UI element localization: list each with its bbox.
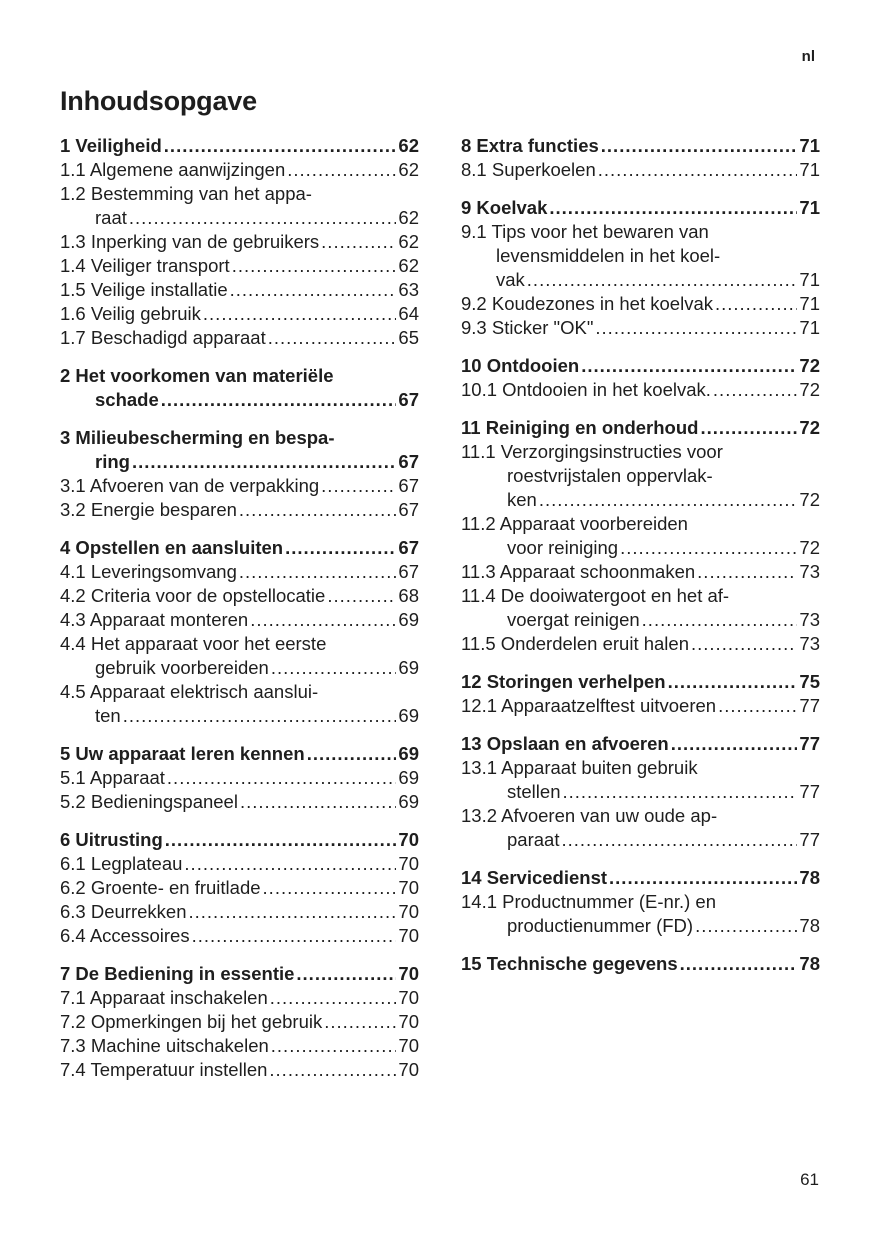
dot-leader bbox=[123, 704, 397, 728]
toc-entry-page: 77 bbox=[799, 733, 820, 754]
toc-entry-page: 67 bbox=[398, 451, 419, 472]
toc-section-entry[interactable] bbox=[461, 828, 820, 852]
toc-entry-page: 77 bbox=[799, 781, 820, 802]
toc-section-entry[interactable] bbox=[60, 986, 419, 1010]
toc-entry-page: 70 bbox=[398, 963, 419, 984]
toc-entry-page: 70 bbox=[398, 925, 419, 946]
toc-entry-title: 5 Uw apparaat leren kennen bbox=[60, 743, 305, 764]
toc-chapter-entry[interactable] bbox=[461, 196, 820, 220]
dot-leader bbox=[668, 670, 798, 694]
toc-entry-page: 64 bbox=[398, 303, 419, 324]
dot-leader bbox=[620, 536, 797, 560]
toc-entry-page: 69 bbox=[398, 791, 419, 812]
toc-entry-title: 1 Veiligheid bbox=[60, 135, 162, 156]
toc-entry-title: 11.2 Apparaat voorbereiden bbox=[461, 513, 688, 534]
toc-entry-title: 4.5 Apparaat elektrisch aanslui- bbox=[60, 681, 319, 702]
dot-leader bbox=[595, 316, 797, 340]
toc-entry-page: 70 bbox=[398, 1035, 419, 1056]
toc-entry-page: 62 bbox=[398, 255, 419, 276]
dot-leader bbox=[268, 326, 397, 350]
toc-section-entry[interactable] bbox=[461, 756, 820, 780]
toc-entry-title: roestvrijstalen oppervlak- bbox=[507, 465, 713, 486]
toc-chapter-entry[interactable] bbox=[461, 416, 820, 440]
toc-entry-page: 71 bbox=[799, 317, 820, 338]
toc-entry-page: 65 bbox=[398, 327, 419, 348]
toc-entry-page: 73 bbox=[799, 633, 820, 654]
toc-section-entry[interactable] bbox=[461, 464, 820, 488]
toc-entry-page: 63 bbox=[398, 279, 419, 300]
toc-section-entry[interactable] bbox=[461, 584, 820, 608]
toc-entry-page: 70 bbox=[398, 901, 419, 922]
toc-entry-title: 13.2 Afvoeren van uw oude ap- bbox=[461, 805, 718, 826]
toc-entry-page: 67 bbox=[398, 389, 419, 410]
toc-section-entry[interactable] bbox=[60, 900, 419, 924]
toc-section-entry[interactable] bbox=[461, 560, 820, 584]
toc-entry-title: 4.4 Het apparaat voor het eerste bbox=[60, 633, 327, 654]
toc-entry-title: 12.1 Apparaatzelftest uitvoeren bbox=[461, 695, 717, 716]
toc-entry-title: 4.3 Apparaat monteren bbox=[60, 609, 249, 630]
toc-section-entry[interactable] bbox=[60, 704, 419, 728]
toc-chapter-entry[interactable] bbox=[461, 134, 820, 158]
toc-entry-title: 14.1 Productnummer (E-nr.) en bbox=[461, 891, 716, 912]
toc-entry-title: 9.1 Tips voor het bewaren van bbox=[461, 221, 709, 242]
toc-entry-title: stellen bbox=[507, 781, 561, 802]
dot-leader bbox=[230, 278, 397, 302]
toc-entry-page: 69 bbox=[398, 743, 419, 764]
toc-entry-title: 8 Extra functies bbox=[461, 135, 599, 156]
dot-leader bbox=[321, 230, 396, 254]
toc-section-entry[interactable] bbox=[60, 608, 419, 632]
toc-entry-page: 71 bbox=[799, 269, 820, 290]
toc-entry-page: 78 bbox=[799, 953, 820, 974]
toc-entry-title: 3.1 Afvoeren van de verpakking bbox=[60, 475, 320, 496]
toc-entry-page: 67 bbox=[398, 499, 419, 520]
toc-section-entry[interactable] bbox=[461, 780, 820, 804]
toc-entry-page: 69 bbox=[398, 609, 419, 630]
toc-entry-page: 62 bbox=[398, 207, 419, 228]
toc-entry-title: 11.5 Onderdelen eruit halen bbox=[461, 633, 689, 654]
toc-entry-title: 6.1 Legplateau bbox=[60, 853, 183, 874]
toc-entry-page: 72 bbox=[799, 417, 820, 438]
dot-leader bbox=[321, 474, 396, 498]
toc-section-entry[interactable] bbox=[461, 378, 820, 402]
toc-section-entry[interactable] bbox=[461, 220, 820, 244]
toc-entry-page: 77 bbox=[799, 695, 820, 716]
toc-chapter-entry[interactable] bbox=[60, 828, 419, 852]
toc-section-entry[interactable] bbox=[60, 790, 419, 814]
dot-leader bbox=[715, 292, 797, 316]
toc-entry-title: 12 Storingen verhelpen bbox=[461, 671, 666, 692]
dot-leader bbox=[161, 388, 397, 412]
toc-entry-title: ten bbox=[95, 705, 121, 726]
toc-section-entry[interactable] bbox=[60, 474, 419, 498]
toc-section-entry[interactable] bbox=[461, 244, 820, 268]
dot-leader bbox=[562, 780, 797, 804]
toc-chapter-entry[interactable] bbox=[60, 134, 419, 158]
dot-leader bbox=[609, 866, 797, 890]
dot-leader bbox=[188, 900, 396, 924]
toc-entry-page: 71 bbox=[799, 159, 820, 180]
toc-chapter-entry[interactable] bbox=[461, 952, 820, 976]
dot-leader bbox=[718, 694, 797, 718]
dot-leader bbox=[232, 254, 397, 278]
dot-leader bbox=[671, 732, 798, 756]
toc-section-entry[interactable] bbox=[60, 1034, 419, 1058]
toc-entry-title: 7.2 Opmerkingen bij het gebruik bbox=[60, 1011, 323, 1032]
toc-entry-page: 67 bbox=[398, 537, 419, 558]
toc-section-entry[interactable] bbox=[60, 326, 419, 350]
toc-entry-page: 69 bbox=[398, 705, 419, 726]
toc-entry-title: 9.3 Sticker "OK" bbox=[461, 317, 594, 338]
dot-leader bbox=[271, 656, 397, 680]
toc-section-entry[interactable] bbox=[60, 498, 419, 522]
toc-section-entry[interactable] bbox=[60, 656, 419, 680]
toc-entry-page: 70 bbox=[398, 877, 419, 898]
dot-leader bbox=[713, 378, 798, 402]
toc-entry-title: 10.1 Ontdooien in het koelvak. bbox=[461, 379, 711, 400]
toc-entry-title: voor reiniging bbox=[507, 537, 619, 558]
toc-entry-title: 10 Ontdooien bbox=[461, 355, 580, 376]
toc-entry-page: 69 bbox=[398, 657, 419, 678]
toc-entry-page: 69 bbox=[398, 767, 419, 788]
toc-section-entry[interactable] bbox=[60, 852, 419, 876]
toc-section-entry[interactable] bbox=[461, 512, 820, 536]
dot-leader bbox=[167, 766, 397, 790]
toc-section-entry[interactable] bbox=[60, 182, 419, 206]
toc-entry-page: 70 bbox=[398, 1011, 419, 1032]
toc-section-entry[interactable] bbox=[60, 1010, 419, 1034]
toc-entry-title: raat bbox=[95, 207, 127, 228]
dot-leader bbox=[285, 536, 396, 560]
toc-entry-page: 75 bbox=[799, 671, 820, 692]
toc-chapter-entry[interactable] bbox=[60, 742, 419, 766]
toc-chapter-entry[interactable] bbox=[60, 426, 419, 450]
toc-entry-title: 1.1 Algemene aanwijzingen bbox=[60, 159, 286, 180]
toc-section-entry[interactable] bbox=[60, 254, 419, 278]
toc-entry-page: 73 bbox=[799, 561, 820, 582]
toc-entry-title: 11.1 Verzorgingsinstructies voor bbox=[461, 441, 723, 462]
toc-entry-title: 1.5 Veilige installatie bbox=[60, 279, 228, 300]
dot-leader bbox=[581, 354, 797, 378]
toc-entry-title: 6.2 Groente- en fruitlade bbox=[60, 877, 261, 898]
dot-leader bbox=[695, 914, 797, 938]
toc-entry-title: 5.2 Bedieningspaneel bbox=[60, 791, 238, 812]
toc-chapter-entry[interactable] bbox=[60, 536, 419, 560]
toc-entry-title: 13 Opslaan en afvoeren bbox=[461, 733, 669, 754]
toc-chapter-entry[interactable] bbox=[60, 962, 419, 986]
dot-leader bbox=[240, 790, 396, 814]
toc-section-entry[interactable] bbox=[60, 560, 419, 584]
toc-entry-page: 71 bbox=[799, 135, 820, 156]
toc-section-entry[interactable] bbox=[461, 158, 820, 182]
dot-leader bbox=[132, 450, 396, 474]
toc-chapter-entry[interactable] bbox=[461, 354, 820, 378]
toc-entry-page: 78 bbox=[799, 867, 820, 888]
toc-entry-title: ken bbox=[507, 489, 537, 510]
toc-entry-title: voergat reinigen bbox=[507, 609, 640, 630]
toc-entry-title: 4.2 Criteria voor de opstellocatie bbox=[60, 585, 326, 606]
toc-entry-title: 15 Technische gegevens bbox=[461, 953, 678, 974]
toc-chapter-entry[interactable] bbox=[461, 866, 820, 890]
page-title: Inhoudsopgave bbox=[60, 86, 257, 116]
toc-entry-page: 77 bbox=[799, 829, 820, 850]
toc-section-entry[interactable] bbox=[60, 206, 419, 230]
dot-leader bbox=[239, 498, 397, 522]
toc-entry-page: 72 bbox=[799, 379, 820, 400]
toc-section-entry[interactable] bbox=[60, 302, 419, 326]
dot-leader bbox=[307, 742, 397, 766]
toc-entry-title: 9.2 Koudezones in het koelvak bbox=[461, 293, 713, 314]
dot-leader bbox=[239, 560, 397, 584]
toc-entry-page: 67 bbox=[398, 561, 419, 582]
toc-entry-page: 70 bbox=[398, 853, 419, 874]
dot-leader bbox=[697, 560, 797, 584]
toc-entry-title: 13.1 Apparaat buiten gebruik bbox=[461, 757, 698, 778]
toc-entry-title: 2 Het voorkomen van materiële bbox=[60, 365, 334, 386]
dot-leader bbox=[263, 876, 397, 900]
toc-section-entry[interactable] bbox=[60, 924, 419, 948]
dot-leader bbox=[561, 828, 797, 852]
toc-section-entry[interactable] bbox=[461, 292, 820, 316]
toc-section-entry[interactable] bbox=[461, 316, 820, 340]
dot-leader bbox=[601, 134, 798, 158]
toc-section-entry[interactable] bbox=[60, 766, 419, 790]
toc-chapter-entry[interactable] bbox=[60, 450, 419, 474]
toc-entry-title: 7 De Bediening in essentie bbox=[60, 963, 295, 984]
toc-section-entry[interactable] bbox=[461, 632, 820, 656]
toc-entry-title: gebruik voorbereiden bbox=[95, 657, 269, 678]
toc-entry-page: 70 bbox=[398, 1059, 419, 1080]
toc-entry-title: 1.3 Inperking van de gebruikers bbox=[60, 231, 320, 252]
toc-section-entry[interactable] bbox=[461, 804, 820, 828]
dot-leader bbox=[549, 196, 797, 220]
dot-leader bbox=[164, 134, 397, 158]
toc-section-entry[interactable] bbox=[461, 440, 820, 464]
toc-section-entry[interactable] bbox=[60, 278, 419, 302]
toc-entry-page: 72 bbox=[799, 489, 820, 510]
page-number: 61 bbox=[800, 1170, 819, 1189]
toc-entry-title: ring bbox=[95, 451, 130, 472]
dot-leader bbox=[598, 158, 798, 182]
dot-leader bbox=[680, 952, 798, 976]
dot-leader bbox=[203, 302, 397, 326]
dot-leader bbox=[184, 852, 396, 876]
toc-entry-title: 14 Servicedienst bbox=[461, 867, 608, 888]
toc-section-entry[interactable] bbox=[461, 890, 820, 914]
dot-leader bbox=[287, 158, 396, 182]
toc-entry-page: 72 bbox=[799, 537, 820, 558]
toc-entry-title: 6.4 Accessoires bbox=[60, 925, 190, 946]
toc-column-left bbox=[60, 134, 419, 1082]
toc-section-entry[interactable] bbox=[60, 230, 419, 254]
toc-section-entry[interactable] bbox=[461, 914, 820, 938]
toc-section-entry[interactable] bbox=[60, 1058, 419, 1082]
toc-entry-page: 71 bbox=[799, 293, 820, 314]
toc-column-right bbox=[461, 134, 820, 976]
toc-entry-page: 71 bbox=[799, 197, 820, 218]
dot-leader bbox=[271, 1034, 397, 1058]
toc-entry-title: 9 Koelvak bbox=[461, 197, 548, 218]
toc-chapter-entry[interactable] bbox=[461, 732, 820, 756]
toc-section-entry[interactable] bbox=[461, 488, 820, 512]
toc-entry-title: 1.7 Beschadigd apparaat bbox=[60, 327, 266, 348]
toc-entry-title: 6 Uitrusting bbox=[60, 829, 163, 850]
dot-leader bbox=[270, 986, 397, 1010]
toc-section-entry[interactable] bbox=[60, 584, 419, 608]
toc-section-entry[interactable] bbox=[60, 632, 419, 656]
toc-entry-title: 6.3 Deurrekken bbox=[60, 901, 187, 922]
dot-leader bbox=[296, 962, 396, 986]
toc-entry-title: 1.4 Veiliger transport bbox=[60, 255, 230, 276]
dot-leader bbox=[269, 1058, 396, 1082]
toc-chapter-entry[interactable] bbox=[461, 670, 820, 694]
toc-entry-title: 5.1 Apparaat bbox=[60, 767, 165, 788]
toc-entry-title: paraat bbox=[507, 829, 560, 850]
toc-section-entry[interactable] bbox=[60, 680, 419, 704]
toc-entry-title: 7.3 Machine uitschakelen bbox=[60, 1035, 269, 1056]
toc-entry-title: 7.4 Temperatuur instellen bbox=[60, 1059, 268, 1080]
dot-leader bbox=[691, 632, 797, 656]
dot-leader bbox=[527, 268, 798, 292]
toc-entry-title: 4.1 Leveringsomvang bbox=[60, 561, 237, 582]
toc-entry-page: 68 bbox=[398, 585, 419, 606]
dot-leader bbox=[327, 584, 396, 608]
toc-section-entry[interactable] bbox=[461, 536, 820, 560]
toc-entry-page: 67 bbox=[398, 475, 419, 496]
dot-leader bbox=[165, 828, 397, 852]
dot-leader bbox=[324, 1010, 396, 1034]
dot-leader bbox=[129, 206, 397, 230]
toc-entry-title: 11.3 Apparaat schoonmaken bbox=[461, 561, 696, 582]
toc-entry-page: 70 bbox=[398, 829, 419, 850]
toc-entry-title: 11.4 De dooiwatergoot en het af- bbox=[461, 585, 730, 606]
toc-entry-title: productienummer (FD) bbox=[507, 915, 694, 936]
toc-entry-page: 62 bbox=[398, 159, 419, 180]
toc-entry-title: schade bbox=[95, 389, 159, 410]
toc-section-entry[interactable] bbox=[461, 268, 820, 292]
toc-entry-page: 62 bbox=[398, 135, 419, 156]
toc-chapter-entry[interactable] bbox=[60, 364, 419, 388]
toc-entry-page: 78 bbox=[799, 915, 820, 936]
toc-entry-title: 3.2 Energie besparen bbox=[60, 499, 237, 520]
toc-entry-title: 8.1 Superkoelen bbox=[461, 159, 596, 180]
toc-entry-page: 70 bbox=[398, 987, 419, 1008]
dot-leader bbox=[250, 608, 396, 632]
toc-entry-title: 7.1 Apparaat inschakelen bbox=[60, 987, 268, 1008]
toc-entry-page: 73 bbox=[799, 609, 820, 630]
toc-entry-title: 3 Milieubescherming en bespa- bbox=[60, 427, 335, 448]
toc-entry-title: 1.6 Veilig gebruik bbox=[60, 303, 201, 324]
toc-chapter-entry[interactable] bbox=[60, 388, 419, 412]
toc-section-entry[interactable] bbox=[60, 876, 419, 900]
dot-leader bbox=[642, 608, 798, 632]
toc-section-entry[interactable] bbox=[461, 608, 820, 632]
toc-entry-title: levensmiddelen in het koel- bbox=[496, 245, 721, 266]
toc-entry-page: 72 bbox=[799, 355, 820, 376]
toc-entry-title: 4 Opstellen en aansluiten bbox=[60, 537, 284, 558]
toc-entry-title: vak bbox=[496, 269, 525, 290]
toc-entry-title: 11 Reiniging en onderhoud bbox=[461, 417, 699, 438]
dot-leader bbox=[539, 488, 798, 512]
dot-leader bbox=[192, 924, 397, 948]
toc-section-entry[interactable] bbox=[461, 694, 820, 718]
toc-section-entry[interactable] bbox=[60, 158, 419, 182]
dot-leader bbox=[700, 416, 797, 440]
toc-entry-title: 1.2 Bestemming van het appa- bbox=[60, 183, 312, 204]
toc-entry-page: 62 bbox=[398, 231, 419, 252]
language-code: nl bbox=[801, 48, 815, 65]
